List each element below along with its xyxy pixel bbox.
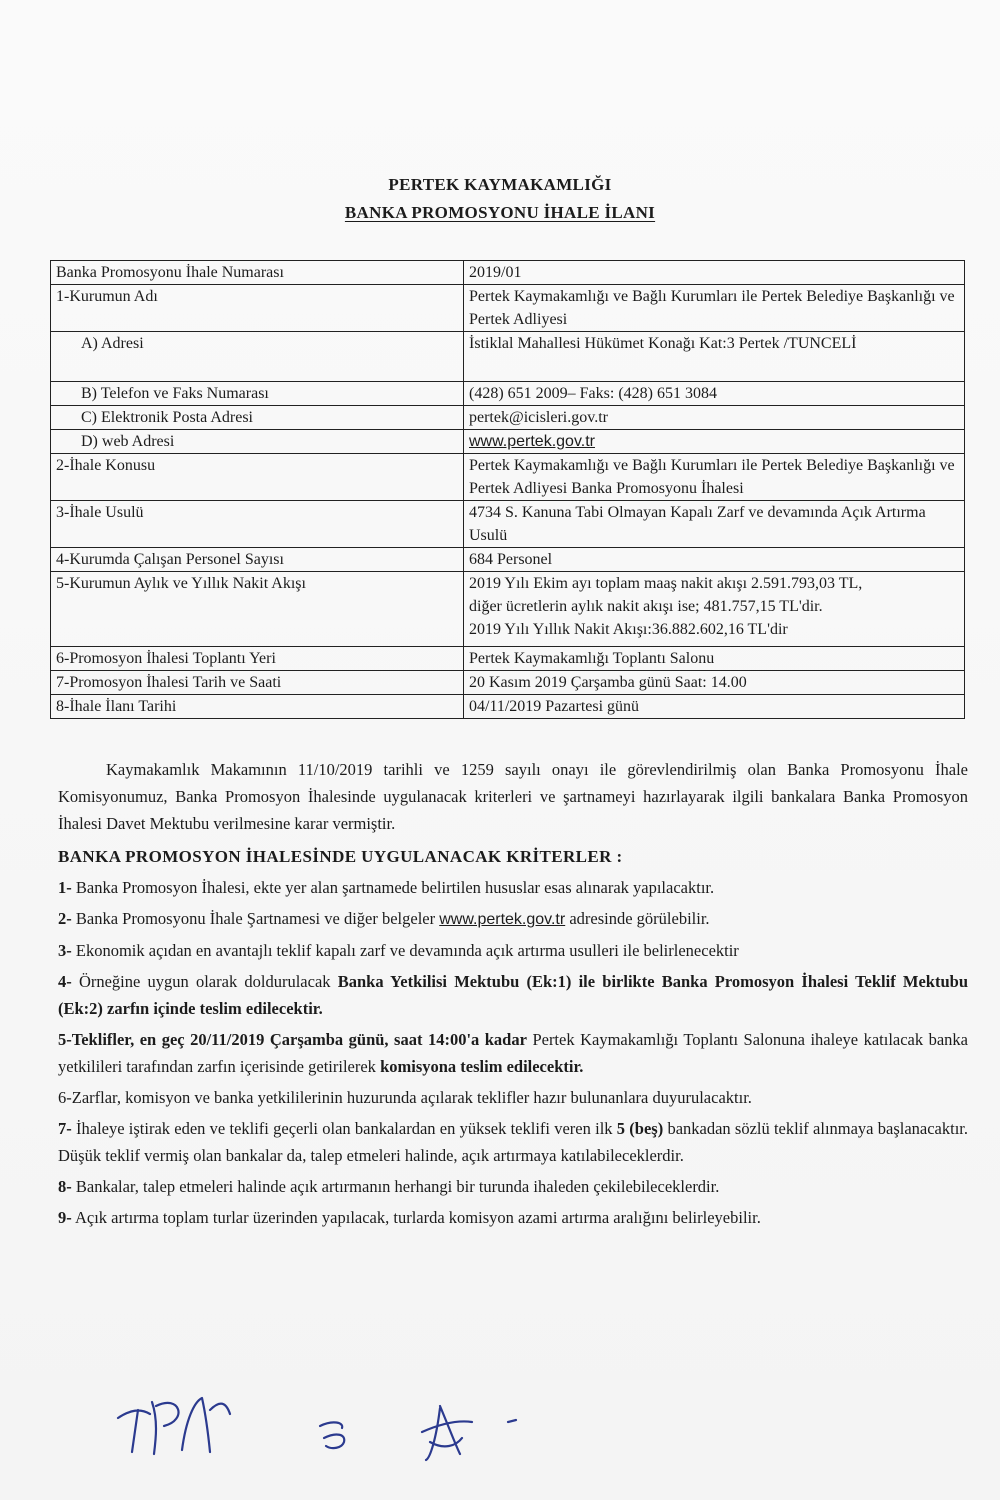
document-subtitle: BANKA PROMOSYONU İHALE İLANI [344, 203, 656, 222]
criteria-item-4 [58, 968, 968, 1022]
row-label: 5-Kurumun Aylık ve Yıllık Nakit Akışı [51, 572, 464, 647]
item-text: adresinde görülebilir. [569, 909, 710, 928]
item-number: 4- [58, 972, 72, 991]
table-row [51, 671, 965, 695]
table-row [51, 572, 965, 647]
item-text: Pertek Kaymakamlığı Toplantı Salonuna ihaleye katılacak banka yetkilileri tarafından zarfın içerisinde getirilerek [58, 1030, 969, 1076]
item-text-bold: 5-Teklifler, en geç 20/11/2019 Çarşamba günü, saat 14:00'a kadar [58, 1030, 527, 1049]
row-value: Pertek Kaymakamlığı ve Bağlı Kurumları ile Pertek Belediye Başkanlığı ve Pertek Adliyesi [464, 285, 965, 332]
criteria-item-3 [58, 937, 968, 964]
table-row [51, 261, 965, 285]
info-table [50, 260, 965, 719]
criteria-item-7 [58, 1115, 968, 1169]
cash-flow-line: 2019 Yılı Yıllık Nakit Akışı:36.882.602,16 TL'dir [469, 621, 788, 638]
table-row [51, 285, 965, 332]
row-label: 1-Kurumun Adı [51, 285, 464, 332]
email-value: pertek@icisleri.gov.tr [464, 406, 965, 430]
table-row [51, 430, 965, 454]
table-row [51, 695, 965, 719]
item-number: 8- [58, 1177, 72, 1196]
table-row [51, 332, 965, 382]
row-value: Pertek Kaymakamlığı ve Bağlı Kurumları ile Pertek Belediye Başkanlığı ve Pertek Adliyesi Banka Promosyonu İhalesi [464, 454, 965, 501]
item-text-bold: Banka Yetkilisi Mektubu (Ek:1) ile birlikte Banka Promosyon İhalesi Teklif Mektubu (Ek:2) zarfın içinde teslim edilecektir. [58, 972, 969, 1018]
table-row [51, 406, 965, 430]
document-title: PERTEK KAYMAKAMLIĞI [388, 175, 612, 194]
signature-1 [118, 1398, 230, 1454]
criteria-item-9 [58, 1204, 968, 1231]
criteria-item-1 [58, 874, 968, 901]
signature-3 [422, 1406, 516, 1460]
item-text: Banka Promosyonu İhale Şartnamesi ve diğer belgeler [75, 909, 436, 928]
row-value [464, 572, 965, 647]
web-address-link[interactable]: www.pertek.gov.tr [439, 911, 566, 928]
row-value: 04/11/2019 Pazartesi günü [464, 695, 965, 719]
cash-flow-line: diğer ücretlerin aylık nakit akışı ise; 481.757,15 TL'dir. [469, 598, 823, 615]
item-number: 7- [58, 1119, 72, 1138]
signature-2 [320, 1422, 344, 1448]
row-value: (428) 651 2009– Faks: (428) 651 3084 [464, 382, 965, 406]
criteria-item-8 [58, 1173, 968, 1200]
row-label: B) Telefon ve Faks Numarası [51, 382, 464, 406]
table-row [51, 548, 965, 572]
criteria-item-6: 6-Zarflar, komisyon ve banka yetkililerinin huzurunda açılarak teklifler hazır bulunanlara duyurulacaktır. [58, 1088, 752, 1107]
table-row [51, 647, 965, 671]
item-number: 3- [58, 941, 72, 960]
table-row [51, 501, 965, 548]
row-value: İstiklal Mahallesi Hükümet Konağı Kat:3 Pertek /TUNCELİ [464, 332, 965, 382]
criteria-item-2 [58, 905, 968, 933]
row-value: 684 Personel [464, 548, 965, 572]
item-number: 9- [58, 1208, 72, 1227]
item-text: Banka Promosyon İhalesi, ekte yer alan şartnamede belirtilen hususlar esas alınarak yapılacaktır. [75, 878, 715, 897]
web-address-link[interactable]: www.pertek.gov.tr [469, 433, 595, 450]
table-row [51, 454, 965, 501]
item-text: bankadan sözlü teklif alınmaya başlanacaktır. Düşük teklif vermiş olan bankalar da, talep etmeleri halinde, açık artırmaya katılabileceklerdir. [58, 1119, 969, 1165]
cash-flow-line: 2019 Yılı Ekim ayı toplam maaş nakit akışı 2.591.793,03 TL, [469, 575, 863, 592]
item-text-bold: 5 (beş) [616, 1119, 664, 1138]
row-value-cell [464, 430, 965, 454]
criteria-item-5 [58, 1026, 968, 1080]
signatures [110, 1380, 570, 1470]
row-label: 4-Kurumda Çalışan Personel Sayısı [51, 548, 464, 572]
item-text: İhaleye iştirak eden ve teklifi geçerli olan bankalardan en yüksek teklifi veren ilk [76, 1119, 613, 1138]
row-value: 4734 S. Kanuna Tabi Olmayan Kapalı Zarf ve devamında Açık Artırma Usulü [464, 501, 965, 548]
row-label: Banka Promosyonu İhale Numarası [51, 261, 464, 285]
row-value: 20 Kasım 2019 Çarşamba günü Saat: 14.00 [464, 671, 965, 695]
item-number: 2- [58, 909, 72, 928]
item-number: 1- [58, 878, 72, 897]
row-value: 2019/01 [464, 261, 965, 285]
criteria-heading: BANKA PROMOSYON İHALESİNDE UYGULANACAK KRİTERLER : [58, 847, 623, 866]
row-label: 6-Promosyon İhalesi Toplantı Yeri [51, 647, 464, 671]
row-label: C) Elektronik Posta Adresi [51, 406, 464, 430]
row-label: D) web Adresi [51, 430, 464, 454]
item-text: Açık artırma toplam turlar üzerinden yapılacak, turlarda komisyon azami artırma aralığını belirleyebilir. [74, 1208, 761, 1227]
row-label: 3-İhale Usulü [51, 501, 464, 548]
item-text: Örneğine uygun olarak doldurulacak [78, 972, 331, 991]
table-row [51, 382, 965, 406]
item-text: Ekonomik açıdan en avantajlı teklif kapalı zarf ve devamında açık artırma usulleri ile belirlenecektir [75, 941, 739, 960]
item-text: Bankalar, talep etmeleri halinde açık artırmanın herhangi bir turunda ihaleden çekilebileceklerdir. [75, 1177, 720, 1196]
row-value: Pertek Kaymakamlığı Toplantı Salonu [464, 647, 965, 671]
row-label: A) Adresi [51, 332, 464, 382]
intro-paragraph: Kaymakamlık Makamının 11/10/2019 tarihli ve 1259 sayılı onayı ile görevlendirilmiş olan Banka Promosyonu İhale Komisyonumuz, Banka Promosyon İhalesinde uygulanacak kriterleri ve şartnameyi hazırlayarak ilgili bankalara Banka Promosyon İhalesi Davet Mektubu verilmesine karar vermiştir. [58, 760, 968, 833]
document-body [58, 756, 968, 1231]
row-label: 8-İhale İlanı Tarihi [51, 695, 464, 719]
row-label: 7-Promosyon İhalesi Tarih ve Saati [51, 671, 464, 695]
row-label: 2-İhale Konusu [51, 454, 464, 501]
item-text-bold: komisyona teslim edilecektir. [380, 1057, 584, 1076]
